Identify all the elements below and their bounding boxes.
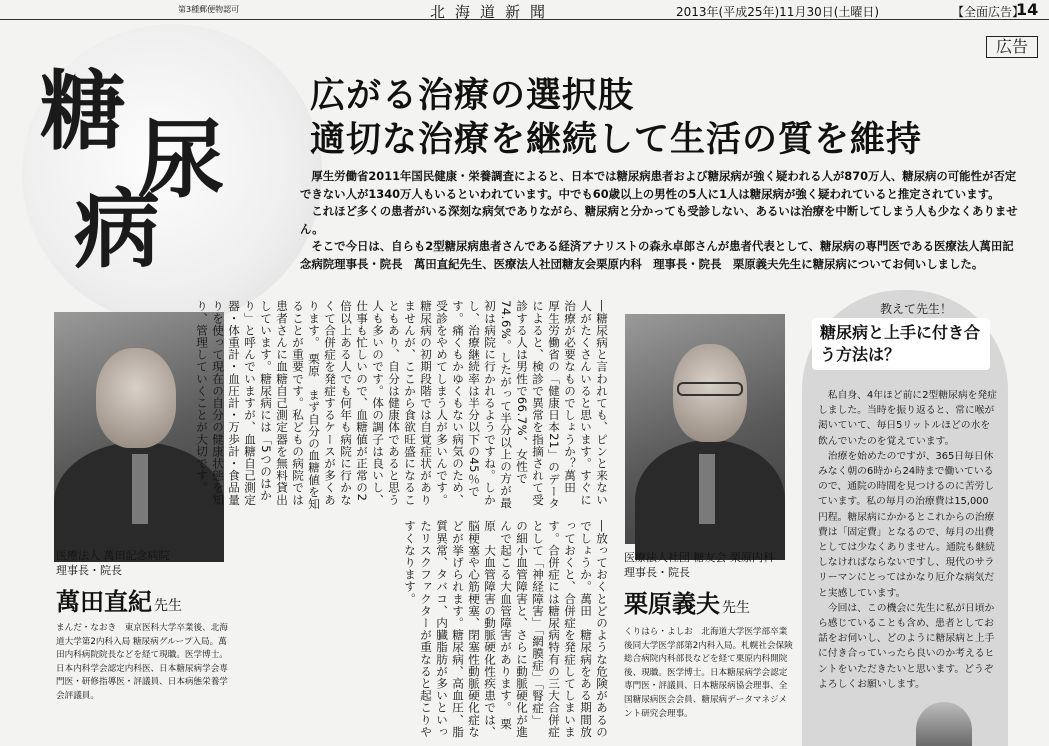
article-text-1: ―糖尿病と言われても、ピンと来ない人がたくさんいると思います。すぐに治療が必要なものでしょうか？萬田 厚生労働省の「健康日本21」のデータによると、検診で異常を指摘されて受診する人は男性で66.7%、女性で74.6%。したがって半分以上の方が最初は病院に行かれるようですね。しかし、治療継続率は半分以下の45％です。痛くもかゆくもない病気のため、受診をやめてしまう人が多いんです。 (435, 300, 609, 510)
doctor-b-name-text: 栗原義夫 (624, 589, 720, 618)
page-number: 14 (1016, 0, 1039, 19)
lead-paragraphs (300, 168, 1018, 274)
big-title-char-2: 尿 (138, 109, 224, 210)
sidebar-paragraph: 今回は、この機会に先生に私が日頃から感じていることも含め、患者としてお話をお伺いし、どのように糖尿病と上手に付き合っていったら良いのか考えるヒントをいただきたいと思います。どうぞよろしくお願いします。 (818, 602, 995, 690)
article-text-5: 栗原 大血管障害の動脈硬化性疾患では、脳梗塞や心筋梗塞、閉塞性動脈硬化症などが挙げられます。糖尿病、高血圧、脂質異常、タバコ、内臓脂肪が多いといったリスクファクターが重なると起こりやすくなります。 (403, 520, 513, 738)
lead-paragraph: これほど多くの患者がいる深刻な病気でありながら、糖尿病と分かっても受診しない、あるいは治療を中断してしまう人も少なくありません。 (300, 204, 1018, 236)
doctor-a-honorific: 先生 (154, 598, 182, 614)
doctor-a-bio: まんだ・なおき 東京医科大学卒業後、北海道大学第2内科入局 糖尿病グループ入局。萬田内科病院院長などを経て現職。医学博士。日本内科学会認定内科医、日本糖尿病学会専門医・研修指導医・評議員、日本病態栄養学会評議員。 (56, 623, 228, 701)
doctor-b-name (624, 584, 750, 619)
section-label: 【全面広告】 (952, 5, 1025, 19)
headline-line-1: 広がる治療の選択肢 (310, 76, 635, 116)
sidebar-paragraph: 私自身、4年ほど前に2型糖尿病を発症しました。当時を振り返ると、常に喉が渇いていて、毎日5リットルほどの水を飲んでいたのを覚えています。 (818, 390, 998, 447)
issue-date: 2013年(平成25年)11月30日(土曜日) (676, 5, 880, 19)
article-column-top (195, 300, 610, 512)
face-shape (96, 348, 176, 448)
doctor-a-caption (56, 548, 170, 578)
doctor-a-name-text: 萬田直紀 (56, 587, 152, 616)
postal-note: 第3種郵便物認可 (178, 5, 240, 14)
doctor-a-name (56, 582, 182, 617)
doctor-b-bio: くりはら・よしお 北海道大学医学部卒業後同大学医学部第2内科入局。札幌社会保険総合病院内科部長などを経て栗原内科開院後、現職。医学博士。日本糖尿病学会認定専門医・評議員、日本糖尿病協会理事、全国糖尿病医会会員、糖尿病データマネジメント研究会理事。 (624, 627, 793, 719)
masthead (0, 0, 1049, 20)
big-title-char-3: 病 (74, 179, 160, 280)
doctor-b-caption (624, 550, 774, 580)
headline-line-2: 適切な治療を継続して生活の質を維持 (310, 120, 923, 160)
lead-paragraph: 厚生労働省2011年国民健康・栄養調査によると、日本では糖尿病患者および糖尿病が強く疑われる人が870万人、糖尿病の可能性が否定できない人が1340万人もいるといわれています。中でも60歳以上の男性の5人に1人は糖尿病が強く疑われていると推定されています。 (300, 169, 1017, 201)
article-text-4: ―放っておくとどのような危険があるのでしょうか。萬田 糖尿病をある期間放っておくと、合併症を発症してしまいます。合併症には糖尿病特有の三大合併症として「神経障害」「網膜症」「腎症」の細小血管障害と、さらに動脈硬化が進んで起こる大血管障害があります。 (499, 520, 609, 738)
doctor-a-affiliation: 医療法人 萬田記念病院 (56, 549, 170, 562)
tie-shape (132, 454, 148, 524)
doctor-b-title: 理事長・院長 (624, 566, 690, 579)
sidebar-question: 糖尿病と上手に付き合う方法は？ (812, 318, 990, 370)
article-text-3: 栗原 まず自分の血糖値を知ることが重要です。私どもの病院では患者さんに血糖自己測定器を無料貸出しています。糖尿病には「5つのはかり」と呼んでいますが、血糖自己測定器・体重計・血圧計・万歩計・食品量りを使って現在の自分の健康状態を知り、管理していくことが大切です。 (195, 300, 321, 510)
big-title-char-1: 糖 (40, 61, 126, 162)
sidebar-label: 教えて先生！ (880, 302, 953, 316)
doctor-b-affiliation: 医療法人社団 糖友会 栗原内科 (624, 551, 774, 564)
doctor-b-honorific: 先生 (722, 600, 750, 616)
doctor-b-photo (625, 314, 785, 544)
advertisement-tag: 広告 (986, 36, 1038, 58)
doctor-a-title: 理事長・院長 (56, 564, 122, 577)
sidebar-body (818, 388, 998, 692)
tie-shape (699, 454, 715, 524)
glasses-shape (677, 382, 743, 396)
article-column-bottom (240, 520, 610, 738)
lead-paragraph: そこで今日は、自らも2型糖尿病患者さんである経済アナリストの森永卓郎さんが患者代表として、糖尿病の専門医である医療法人萬田記念病院理事長・院長 萬田直紀先生、医療法人社団糖友会栗原内科 理事長・院長 栗原義夫先生に糖尿病についてお伺いしました。 (300, 239, 1014, 271)
sidebar-paragraph: 治療を始めたのですが、365日毎日休みなく朝の6時から24時まで働いているので、通院の時間を見つけるのに苦労しています。私の毎月の治療費は15,000円程。糖尿病にかかるとこれからの治療費は「固定費」となるので、毎月の出費としては少なくありません。通院も継続しなければならないですし、現代のサラリーマンにとってはかなり厄介な病気だと実感しています。 (818, 450, 995, 599)
newspaper-name: 北海道新聞 (430, 3, 556, 21)
article-text-2: 糖尿病の初期段階では自覚症状がありませんが、ここから食欲旺盛になることもあり、自分は健康体であると思う人も多いのです。体の調子は良いし、仕事も忙しいので、血糖値が正常の2倍以上ある人でも何年も病院に行かなくて合併症を発症するケースが多くあります。 (307, 300, 433, 506)
